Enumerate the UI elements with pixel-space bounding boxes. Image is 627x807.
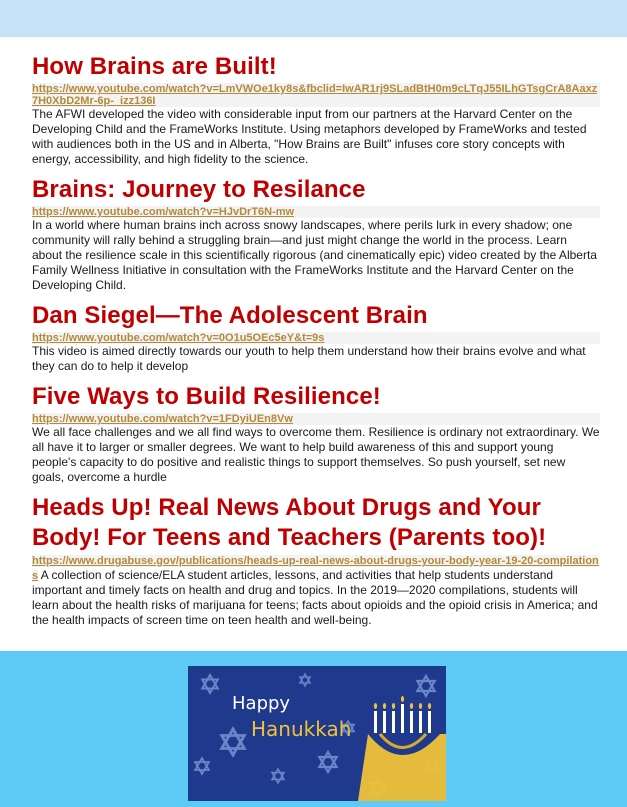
card-greeting-line1: Happy: [232, 693, 291, 714]
resource-description: In a world where human brains inch across snowy landscapes, where perils lurk in every shadow; one community will rally behind a struggling brain—and just might change the world in the process. Learn about the resilience scale in this scientifically rigorous (and cinematically epic) video created by the Alberta Family Wellness Initiative in consultation with the FrameWorks Institute and the Harvard Center on the Developing Child.: [32, 218, 597, 292]
star-of-david-icon: [272, 769, 284, 783]
resource-description-block: [32, 553, 600, 628]
menorah-icon: [358, 696, 446, 801]
star-of-david-icon: [222, 729, 245, 755]
star-of-david-icon: [319, 752, 336, 772]
resource-item: [32, 175, 600, 293]
resource-heading: Dan Siegel—The Adolescent Brain: [32, 302, 428, 329]
resource-item: [32, 382, 600, 485]
resource-list: [32, 52, 600, 636]
star-of-david-icon: [300, 674, 310, 686]
resource-link[interactable]: https://www.youtube.com/watch?v=0O1u5OEc5eY&t=9s: [32, 332, 600, 344]
resource-heading: How Brains are Built!: [32, 53, 277, 80]
resource-description: This video is aimed directly towards our youth to help them understand how their brains evolve and what they can do to help it develop: [32, 344, 586, 373]
top-banner-band: [0, 0, 627, 37]
resource-link[interactable]: https://www.youtube.com/watch?v=HJvDrT6N-mw: [32, 206, 600, 218]
resource-heading: Heads Up! Real News About Drugs and Your Body! For Teens and Teachers (Parents too)!: [32, 494, 547, 551]
resource-heading: Brains: Journey to Resilance: [32, 176, 366, 203]
card-greeting-line2: Hanukkah: [251, 717, 352, 741]
hanukkah-card-image: [188, 666, 446, 801]
resource-link[interactable]: https://www.youtube.com/watch?v=1FDyiUEn8Vw: [32, 413, 600, 425]
resource-item: [32, 493, 600, 628]
resource-item: [32, 301, 600, 374]
resource-link[interactable]: https://www.youtube.com/watch?v=LmVWOe1ky8s&fbclid=IwAR1rj9SLadBtH0m9cLTqJ55ILhGTsgCrA8Aaxz7H0XbD2Mr-6p-_izz136I: [32, 83, 600, 107]
resource-item: [32, 52, 600, 167]
star-of-david-icon: [417, 676, 434, 696]
resource-description: We all face challenges and we all find ways to overcome them. Resilience is ordinary not extraordinary. We all have it to larger or smaller degrees. We want to help build awareness of this and support young people's capacity to do positive and realistic things to support themselves. So push yourself, set new goals, overcome a hurdle: [32, 425, 600, 484]
star-of-david-icon: [202, 675, 218, 693]
resource-description: The AFWI developed the video with considerable input from our partners at the Harvard Center on the Developing Child and the FrameWorks Institute. Using metaphors developed by FrameWorks and tested with audiences both in the US and in Alberta, "How Brains are Built" infuses core story concepts with energy, accessibility, and high fidelity to the science.: [32, 107, 587, 166]
resource-heading: Five Ways to Build Resilience!: [32, 383, 381, 410]
star-of-david-icon: [195, 758, 209, 774]
resource-link[interactable]: https://www.drugabuse.gov/publications/heads-up-real-news-about-drugs-your-body-year-19-20-compilations: [32, 555, 599, 582]
resource-description: A collection of science/ELA student articles, lessons, and activities that help students understand important and timely facts on health and drug and topics. In the 2019—2020 compilations, students will learn about the health risks of marijuana for teens; facts about opioids and the opioid crisis in America; and the health impacts of screen time on teen health and well-being.: [32, 568, 598, 627]
